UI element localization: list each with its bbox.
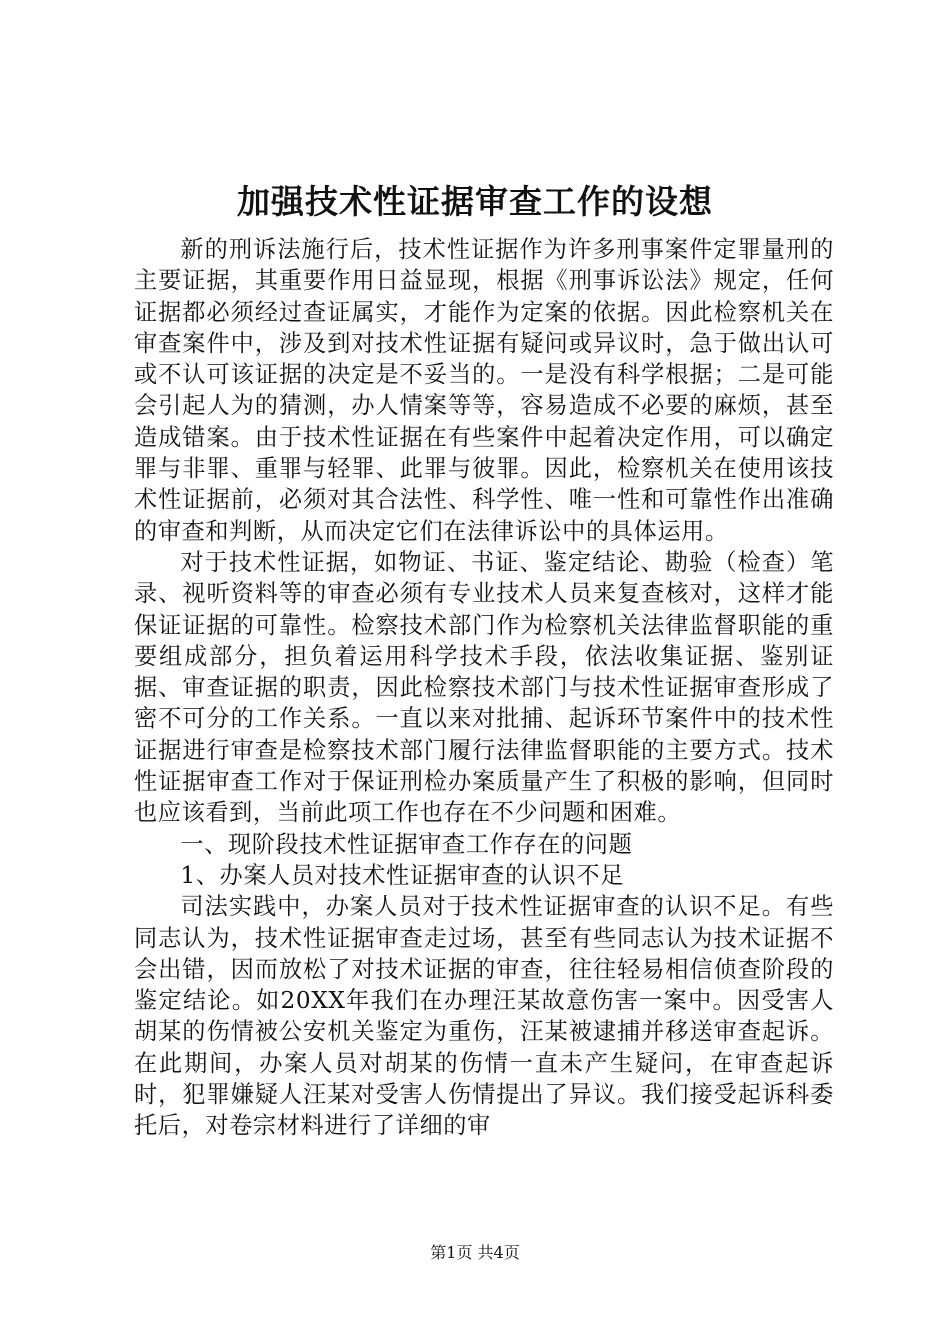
paragraph-intro: 新的刑诉法施行后，技术性证据作为许多刑事案件定罪量刑的主要证据，其重要作用日益显现，根据《刑事诉讼法》规定，任何证据都必须经过查证属实，才能作为定案的依据。因此检察机关在审查案件中，涉及到对技术性证据有疑问或异议时，急于做出认可或不认可该证据的决定是不妥当的。一是没有科学根据；二是可能会引起人为的猜测，办人情案等等，容易造成不必要的麻烦，甚至造成错案。由于技术性证据在有些案件中起着决定作用，可以确定罪与非罪、重罪与轻罪、此罪与彼罪。因此，检察机关在使用该技术性证据前，必须对其合法性、科学性、唯一性和可靠性作出准确的审查和判断，从而决定它们在法律诉讼中的具体运用。 <box>134 236 834 545</box>
document-body <box>134 234 834 1142</box>
document-title: 加强技术性证据审查工作的设想 <box>237 182 713 221</box>
page-footer: 第1页 共4页 <box>430 1243 520 1262</box>
paragraph-technical-evidence: 对于技术性证据，如物证、书证、鉴定结论、勘验（检查）笔录、视听资料等的审查必须有专业技术人员来复查核对，这样才能保证证据的可靠性。检察技术部门作为检察机关法律监督职能的重要组成部分，担负着运用科学技术手段，依法收集证据、鉴别证据、审查证据的职责，因此检察技术部门与技术性证据审查形成了密不可分的工作关系。一直以来对批捕、起诉环节案件中的技术性证据进行审查是检察技术部门履行法律监督职能的主要方式。技术性证据审查工作对于保证刑检办案质量产生了积极的影响，但同时也应该看到，当前此项工作也存在不少问题和困难。 <box>134 548 834 827</box>
section-heading-problems: 一、现阶段技术性证据审查工作存在的问题 <box>180 830 633 858</box>
paragraph-judicial-practice: 司法实践中，办案人员对于技术性证据审查的认识不足。有些同志认为，技术性证据审查走过场，甚至有些同志认为技术证据不会出错，因而放松了对技术证据的审查，往往轻易相信侦查阶段的鉴定结论。如20XX年我们在办理汪某故意伤害一案中。因受害人胡某的伤情被公安机关鉴定为重伤，汪某被逮捕并移送审查起诉。在此期间，办案人员对胡某的伤情一直未产生疑问，在审查起诉时，犯罪嫌疑人汪某对受害人伤情提出了异议。我们接受起诉科委托后，对卷宗材料进行了详细的审 <box>134 893 834 1140</box>
subsection-heading-awareness: 1、办案人员对技术性证据审查的认识不足 <box>180 861 624 889</box>
